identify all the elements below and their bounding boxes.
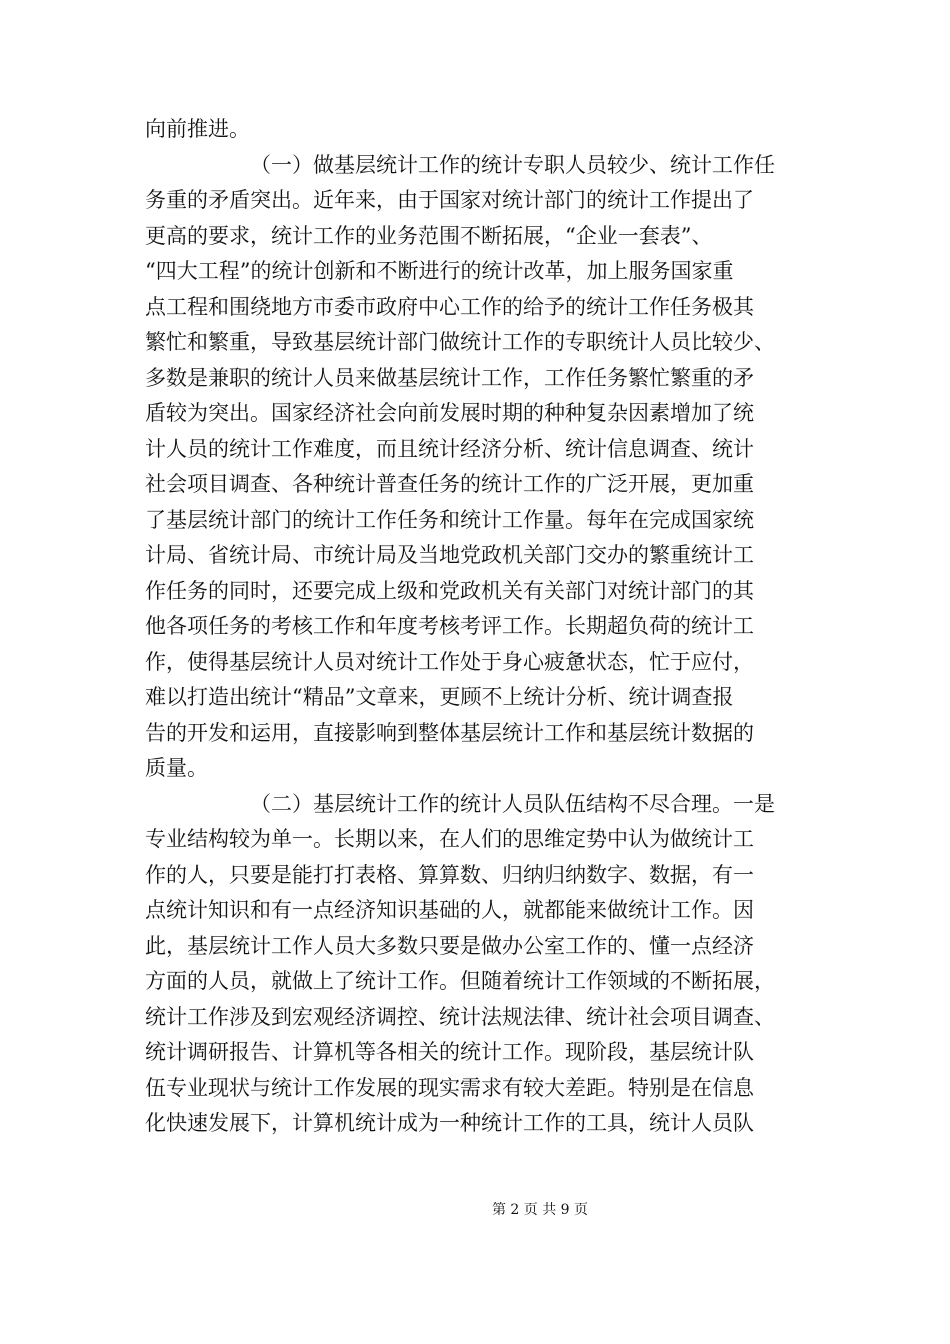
text-line: 了基层统计部门的统计工作任务和统计工作量。每年在完成国家统 <box>145 507 754 532</box>
text-line: 计局、省统计局、市统计局及当地党政机关部门交办的繁重统计工 <box>145 543 754 567</box>
text-line: 方面的人员，就做上了统计工作。但随着统计工作领域的不断拓展， <box>145 969 775 993</box>
text-line: 多数是兼职的统计人员来做基层统计工作，工作任务繁忙繁重的矛 <box>145 365 754 390</box>
text-line: 专业结构较为单一。长期以来，在人们的思维定势中认为做统计工 <box>145 827 754 851</box>
text-line: 向前推进。 <box>145 117 250 141</box>
body-text <box>145 112 825 1142</box>
text-line: 繁忙和繁重，导致基层统计部门做统计工作的专职统计人员比较少、 <box>145 330 775 354</box>
text-line: （二）基层统计工作的统计人员队伍结构不尽合理。一是 <box>250 791 775 816</box>
text-line: 更高的要求，统计工作的业务范围不断拓展，“企业一套表”、 <box>145 223 713 248</box>
text-line: 统计工作涉及到宏观经济调控、统计法规法律、统计社会项目调查、 <box>145 1004 775 1029</box>
text-line: 统计调研报告、计算机等各相关的统计工作。现阶段，基层统计队 <box>145 1040 754 1064</box>
text-line: 务重的矛盾突出。近年来，由于国家对统计部门的统计工作提出了 <box>145 188 754 212</box>
text-line: 社会项目调查、各种统计普查任务的统计工作的广泛开展，更加重 <box>145 472 754 496</box>
text-line: 化快速发展下，计算机统计成为一种统计工作的工具，统计人员队 <box>145 1111 754 1135</box>
text-line: 作的人，只要是能打打表格、算算数、归纳归纳数字、数据，有一 <box>145 862 754 887</box>
page-footer: 第 2 页 共 9 页 <box>491 1202 589 1218</box>
text-line: 点工程和围绕地方市委市政府中心工作的给予的统计工作任务极其 <box>145 294 754 319</box>
text-line: 作，使得基层统计人员对统计工作处于身心疲惫状态，忙于应付， <box>145 649 754 674</box>
text-line: “四大工程”的统计创新和不断进行的统计改革，加上服务国家重 <box>145 259 734 283</box>
text-line: 难以打造出统计“精品”文章来，更顾不上统计分析、统计调查报 <box>145 685 734 709</box>
text-line: 盾较为突出。国家经济社会向前发展时期的种种复杂因素增加了统 <box>145 401 754 425</box>
text-line: 质量。 <box>145 756 208 780</box>
text-line: 点统计知识和有一点经济知识基础的人，就都能来做统计工作。因 <box>145 898 754 922</box>
text-line: （一）做基层统计工作的统计专职人员较少、统计工作任 <box>250 152 775 177</box>
text-line: 伍专业现状与统计工作发展的现实需求有较大差距。特别是在信息 <box>145 1075 754 1100</box>
text-line: 告的开发和运用，直接影响到整体基层统计工作和基层统计数据的 <box>145 720 754 745</box>
text-line: 此，基层统计工作人员大多数只要是做办公室工作的、懂一点经济 <box>145 933 754 958</box>
text-line: 作任务的同时，还要完成上级和党政机关有关部门对统计部门的其 <box>145 578 754 603</box>
text-line: 计人员的统计工作难度，而且统计经济分析、统计信息调查、统计 <box>145 436 754 461</box>
text-line: 他各项任务的考核工作和年度考核考评工作。长期超负荷的统计工 <box>145 614 754 638</box>
